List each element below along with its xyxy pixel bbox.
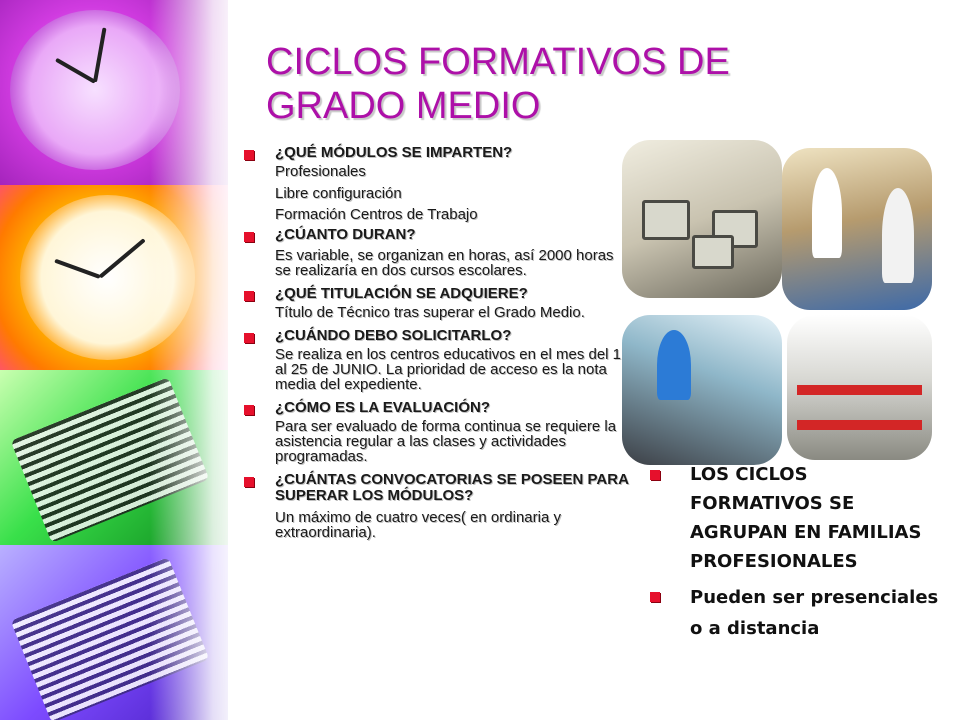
- monitor-icon: [642, 200, 690, 240]
- monitor-icon: [692, 235, 734, 269]
- answer-text: Para ser evaluado de forma continua se requiere la asistencia regular a las clases y actividades programadas.: [275, 418, 617, 465]
- answer-text: Título de Técnico tras superar el Grado Medio.: [275, 304, 585, 321]
- answer-text: Un máximo de cuatro veces( en ordinaria y extraordinaria).: [275, 509, 561, 541]
- photo-collage: [622, 140, 932, 465]
- question-heading: ¿CUÁNTAS CONVOCATORIAS SE POSEEN PARA SUPERAR LOS MÓDULOS?: [275, 471, 629, 504]
- answer-text: Formación Centros de Trabajo: [275, 206, 478, 223]
- question-heading: ¿CÚANTO DURAN?: [275, 226, 416, 243]
- slide-title: CICLOS FORMATIVOS DE GRADO MEDIO: [266, 41, 730, 127]
- list-item: [645, 582, 945, 644]
- square-bullet-icon: [650, 592, 660, 602]
- answer-text: Es variable, se organizan en horas, así 2000 horas se realizaría en dos cursos escolares.: [275, 247, 614, 279]
- laboratory-bench-photo: [787, 315, 932, 460]
- families-note: [645, 460, 945, 644]
- list-item: [240, 286, 632, 320]
- list-item: [645, 460, 945, 576]
- square-bullet-icon: [244, 150, 254, 160]
- question-heading: ¿CUÁNDO DEBO SOLICITARLO?: [275, 327, 512, 344]
- list-item: [240, 328, 632, 392]
- computer-lab-photo: [622, 140, 782, 298]
- square-bullet-icon: [244, 405, 254, 415]
- list-item: [240, 472, 632, 540]
- lab-technician-photo: [622, 315, 782, 465]
- list-item: [240, 227, 632, 278]
- families-text: LOS CICLOS FORMATIVOS SE AGRUPAN EN FAMILIAS PROFESIONALES: [690, 464, 922, 572]
- answer-text: Se realiza en los centros educativos en el mes del 1 al 25 de JUNIO. La prioridad de acceso es la nota media del expediente.: [275, 346, 622, 393]
- bench-shelf: [797, 385, 922, 395]
- students-workshop-photo: [782, 148, 932, 310]
- square-bullet-icon: [650, 470, 660, 480]
- student-figure: [812, 168, 842, 258]
- question-list: [240, 145, 632, 540]
- answer-text: Libre configuración: [275, 185, 402, 202]
- modality-text: Pueden ser presenciales o a distancia: [690, 587, 939, 639]
- strip-fade: [150, 0, 228, 720]
- question-heading: ¿CÓMO ES LA EVALUACIÓN?: [275, 399, 490, 416]
- question-heading: ¿QUÉ MÓDULOS SE IMPARTEN?: [275, 144, 513, 161]
- list-item: [240, 400, 632, 464]
- answer-text: Profesionales: [275, 163, 366, 180]
- decorative-image-strip: [0, 0, 228, 720]
- technician-figure: [657, 330, 691, 400]
- list-item: [240, 145, 632, 225]
- question-heading: ¿QUÉ TITULACIÓN SE ADQUIERE?: [275, 285, 528, 302]
- square-bullet-icon: [244, 232, 254, 242]
- square-bullet-icon: [244, 477, 254, 487]
- student-figure: [882, 188, 914, 283]
- square-bullet-icon: [244, 291, 254, 301]
- bench-shelf: [797, 420, 922, 430]
- square-bullet-icon: [244, 333, 254, 343]
